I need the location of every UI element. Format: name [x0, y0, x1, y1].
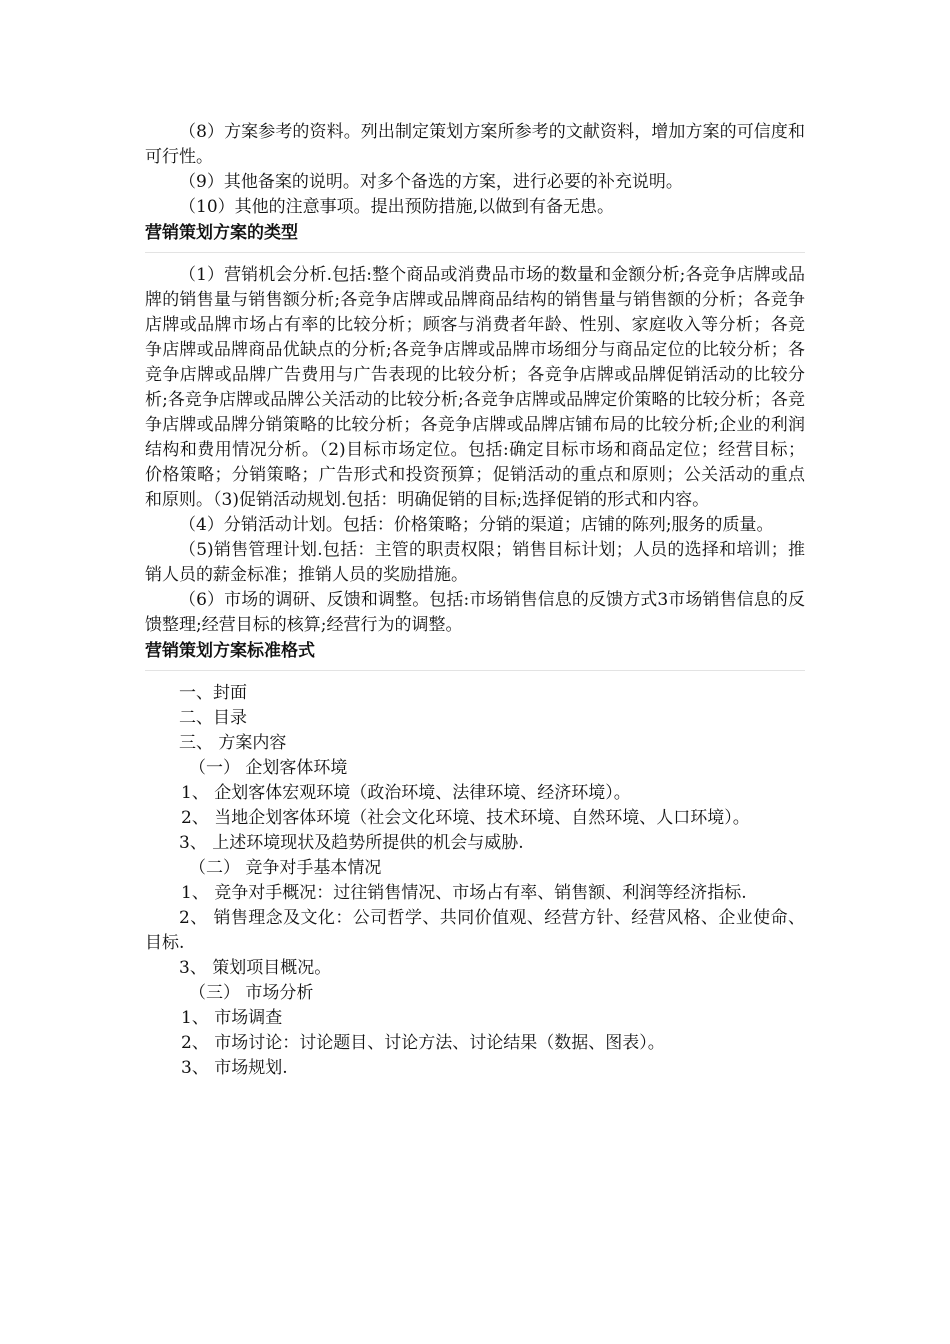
format-list: [145, 681, 805, 1081]
format-item: 1、 竞争对手概况：过往销售情况、市场占有率、销售额、利润等经济指标.: [181, 883, 747, 903]
format-item: （二） 竞争对手基本情况: [189, 858, 382, 878]
format-item: （一） 企划客体环境: [189, 758, 348, 778]
format-item: 2、 市场讨论：讨论题目、讨论方法、讨论结果（数据、图表）。: [181, 1033, 665, 1053]
format-item: 1、 市场调查: [181, 1008, 283, 1028]
paragraph-10: （10）其他的注意事项。提出预防措施,以做到有备无患。: [179, 197, 615, 217]
format-item: 二、目录: [179, 708, 247, 728]
section-heading-format: 营销策划方案标准格式: [145, 638, 805, 671]
paragraph-types-4: （4）分销活动计划。包括：价格策略；分销的渠道；店铺的陈列;服务的质量。: [179, 515, 774, 535]
document-page: [145, 120, 805, 1081]
format-item: 1、 企划客体宏观环境（政治环境、法律环境、经济环境）。: [181, 783, 631, 803]
paragraph-9: （9）其他备案的说明。对多个备选的方案，进行必要的补充说明。: [179, 172, 683, 192]
paragraph-types-5: （5)销售管理计划.包括：主管的职责权限；销售目标计划；人员的选择和培训；推销人员的薪金标准；推销人员的奖励措施。: [145, 540, 805, 585]
section-heading-types: 营销策划方案的类型: [145, 220, 805, 253]
format-item: （三） 市场分析: [189, 983, 314, 1003]
format-item: 一、封面: [179, 683, 247, 703]
format-item: 三、 方案内容: [179, 733, 287, 753]
paragraph-types-1: （1）营销机会分析.包括:整个商品或消费品市场的数量和金额分析;各竞争店牌或品牌的销售量与销售额分析;各竞争店牌或品牌商品结构的销售量与销售额的分析；各竞争店牌或品牌市场占有率的比较分析；顾客与消费者年龄、性别、家庭收入等分析；各竞争店牌或品牌商品优缺点的分析;各竞争店牌或品牌市场细分与商品定位的比较分析；各竞争店牌或品牌广告费用与广告表现的比较分析；各竞争店牌或品牌促销活动的比较分析;各竞争店牌或品牌公关活动的比较分析;各竞争店牌或品牌定价策略的比较分析；各竞争店牌或品牌分销策略的比较分析；各竞争店牌或品牌店铺布局的比较分析;企业的利润结构和费用情况分析。（2)目标市场定位。包括:确定目标市场和商品定位；经营目标；价格策略；分销策略；广告形式和投资预算；促销活动的重点和原则；公关活动的重点和原则。（3)促销活动规划.包括：明确促销的目标;选择促销的形式和内容。: [145, 265, 805, 510]
paragraph-8: （8）方案参考的资料。列出制定策划方案所参考的文献资料，增加方案的可信度和可行性。: [145, 122, 805, 167]
format-item: 3、 市场规划.: [181, 1058, 288, 1078]
paragraph-types-6: （6）市场的调研、反馈和调整。包括:市场销售信息的反馈方式3市场销售信息的反馈整理;经营目标的核算;经营行为的调整。: [145, 590, 805, 635]
format-item: 3、 策划项目概况。: [179, 958, 332, 978]
format-item: 3、 上述环境现状及趋势所提供的机会与威胁.: [179, 833, 524, 853]
format-item: 2、 当地企划客体环境（社会文化环境、技术环境、自然环境、人口环境）。: [181, 808, 750, 828]
format-item: 2、 销售理念及文化：公司哲学、共同价值观、经营方针、经营风格、企业使命、目标.: [145, 908, 805, 953]
